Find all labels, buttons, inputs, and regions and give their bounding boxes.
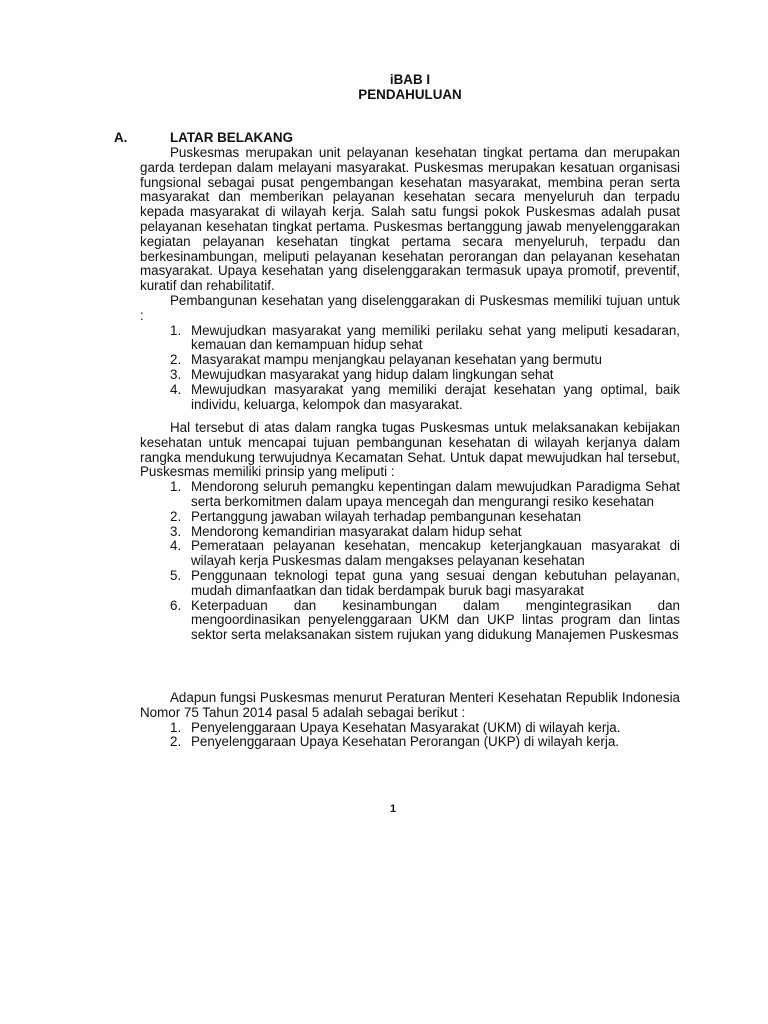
list-item (140, 539, 680, 569)
list-item-number: 1. (170, 479, 182, 495)
chapter-title: PENDAHULUAN (358, 87, 462, 102)
block-latar-belakang (140, 146, 680, 412)
list-item-text: Pemerataan pelayanan kesehatan, mencakup keterjangkauan masyarakat di wilayah kerja Puskesmas dalam mengakses pelayanan kesehatan (191, 538, 680, 569)
paragraph-fungsi-intro: Adapun fungsi Puskesmas menurut Peraturan Menteri Kesehatan Republik Indonesia Nomor 75 Tahun 2014 pasal 5 adalah sebagai berikut : (140, 690, 680, 720)
block-prinsip (140, 421, 680, 643)
list-item-number: 2. (170, 508, 182, 524)
list-item-text: Penyelenggaraan Upaya Kesehatan Perorangan (UKP) di wilayah kerja. (191, 734, 620, 750)
list-fungsi (140, 721, 680, 751)
list-item-text: Penggunaan teknologi tepat guna yang sesuai dengan kebutuhan pelayanan, mudah dimanfaatkan dan tidak berdampak buruk bagi masyarakat (191, 567, 680, 598)
block-fungsi (140, 691, 680, 750)
list-item-text: Keterpaduan dan kesinambungan dalam mengintegrasikan dan mengoordinasikan penyelenggaraan UKM dan UKP lintas program dan lintas sektor serta melaksanakan sistem rujukan yang didukung Manajemen Puskesmas (191, 597, 680, 643)
section-letter: A. (114, 130, 128, 145)
list-item-text: Mewujudkan masyarakat yang memiliki perilaku sehat yang meliputi kesadaran, kemauan dan kemampuan hidup sehat (191, 322, 680, 353)
paragraph-intro: Puskesmas merupakan unit pelayanan kesehatan tingkat pertama dan merupakan garda terdepan dalam melayani masyarakat. Puskesmas merupakan kesatuan organisasi fungsional sebagai pusat pengembangan kesehatan masyarakat, membina peran serta masyarakat dan memberikan pelayanan kesehatan secara menyeluruh dan terpadu kepada masyarakat di wilayah kerja. Salah satu fungsi pokok Puskesmas adalah pusat pelayanan kesehatan tingkat pertama. Puskesmas bertanggung jawab menyelenggarakan kegiatan pelayanan kesehatan tingkat pertama secara menyeluruh, terpadu dan berkesinambungan, meliputi pelayanan kesehatan perorangan dan pelayanan kesehatan masyarakat. Upaya kesehatan yang diselenggarakan termasuk upaya promotif, preventif, kuratif dan rehabilitatif. (140, 145, 680, 294)
list-item-number: 4. (170, 381, 182, 397)
list-item-text: Mendorong seluruh pemangku kepentingan dalam mewujudkan Paradigma Sehat serta berkomitmen dalam upaya mencegah dan mengurangi resiko kesehatan (191, 479, 680, 509)
list-item-text: Mewujudkan masyarakat yang hidup dalam lingkungan sehat (191, 366, 554, 382)
list-tujuan (140, 324, 680, 413)
list-item-number: 3. (170, 366, 182, 382)
list-item-text: Masyarakat mampu menjangkau pelayanan kesehatan yang bermutu (191, 352, 602, 368)
list-prinsip (140, 480, 680, 643)
list-item (140, 735, 680, 750)
paragraph-tujuan-intro: Pembangunan kesehatan yang diselenggarakan di Puskesmas memiliki tujuan untuk : (140, 292, 680, 323)
list-item-number: 1. (170, 719, 182, 735)
paragraph-prinsip-intro: Hal tersebut di atas dalam rangka tugas Puskesmas untuk melaksanakan kebijakan kesehatan untuk mencapai tujuan pembangunan kesehatan di wilayah kerjanya dalam rangka mendukung terwujudnya Kecamatan Sehat. Untuk dapat mewujudkan hal tersebut, Puskesmas memiliki prinsip yang meliputi : (140, 420, 680, 480)
list-item (140, 525, 680, 540)
list-item-number: 4. (170, 538, 182, 554)
list-item (140, 324, 680, 354)
page-number: 1 (389, 803, 397, 815)
list-item-number: 6. (170, 597, 182, 613)
list-item (140, 353, 680, 368)
list-item (140, 510, 680, 525)
list-item (140, 480, 680, 510)
list-item-text: Mewujudkan masyarakat yang memiliki derajat kesehatan yang optimal, baik individu, keluarga, kelompok dan masyarakat. (191, 381, 680, 412)
list-item (140, 383, 680, 413)
list-item (140, 721, 680, 736)
list-item-text: Penyelenggaraan Upaya Kesehatan Masyarakat (UKM) di wilayah kerja. (191, 719, 621, 735)
list-item-number: 3. (170, 523, 182, 539)
list-item (140, 569, 680, 599)
list-item (140, 599, 680, 643)
chapter-heading: iBAB I (389, 72, 431, 87)
list-item-text: Mendorong kemandirian masyarakat dalam hidup sehat (191, 523, 522, 539)
list-item (140, 368, 680, 383)
list-item-number: 2. (170, 734, 182, 750)
list-item-number: 2. (170, 352, 182, 368)
list-item-number: 1. (170, 322, 182, 338)
list-item-text: Pertanggung jawaban wilayah terhadap pembangunan kesehatan (191, 508, 582, 524)
section-title: LATAR BELAKANG (170, 130, 293, 145)
list-item-number: 5. (170, 567, 182, 583)
